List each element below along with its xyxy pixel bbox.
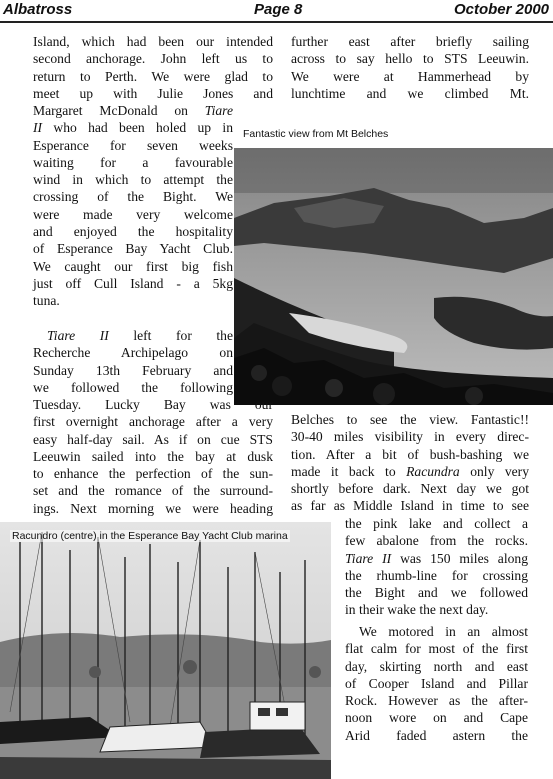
right-column-top	[291, 33, 529, 102]
text-line: Esperance for seven weeks	[33, 137, 233, 153]
text-line: across to say hello to STS Leeuwin.	[291, 51, 529, 67]
text-line: few abalone from the rocks.	[345, 533, 528, 549]
text-line: waiting for a favourable	[33, 154, 233, 170]
bottom-photo-caption: Racundro (centre) in the Esperance Bay Yacht Club marina	[12, 530, 288, 542]
page-header	[0, 0, 553, 22]
right-column-middle	[291, 411, 529, 515]
text-line: and enjoyed the hospitality	[33, 224, 233, 240]
marina-photo	[0, 522, 331, 779]
text-line: of Esperance Bay Yacht Club.	[33, 241, 233, 257]
text-line: made it back to Racundra only very	[291, 463, 529, 479]
text-line: We were at Hammerhead by	[291, 68, 529, 84]
text-line: Belches to see the view. Fantastic!!	[291, 412, 529, 427]
text-line: easy half-day sail. As if on cue STS	[33, 431, 273, 447]
text-line: the Bight and we followed	[345, 585, 528, 601]
text-line: we followed the following	[33, 379, 233, 395]
text-line: set and the romance of the surround-	[33, 483, 273, 499]
right-column-narrow-1	[345, 515, 528, 619]
text-line: were made very welcome	[33, 206, 233, 222]
coastal-view-image	[234, 148, 553, 405]
text-line: of Cooper Island and Pillar	[345, 675, 528, 691]
text-line: as far as Middle Island in time to see	[291, 498, 529, 514]
text-line: Recherche Archipelago on	[33, 345, 233, 361]
text-line: Island, which had been our intended	[33, 34, 273, 49]
left-paragraph-2-full	[33, 396, 273, 517]
left-paragraph-1-top	[33, 33, 273, 102]
text-line: the pink lake and collect a	[345, 516, 528, 531]
text-line: wind in which to attempt the	[33, 172, 233, 188]
magazine-title: Albatross	[3, 1, 73, 18]
text-line: flat calm for most of the first	[345, 641, 528, 657]
text-line: tuna.	[33, 293, 60, 309]
text-line: shortly before dark. Next day we got	[291, 481, 529, 497]
text-line: the rhumb-line for crossing	[345, 567, 528, 583]
text-line: ings. Next morning we were heading	[33, 500, 273, 516]
text-line: meet up with Julie Jones and	[33, 85, 273, 101]
text-line: 30-40 miles visibility in every direc-	[291, 429, 529, 445]
issue-date: October 2000	[453, 1, 549, 18]
text-line: Tiare II left for the	[47, 328, 233, 343]
mt-belches-photo	[234, 148, 553, 405]
text-line: noon wore on and Cape	[345, 710, 528, 726]
header-rule	[0, 21, 553, 23]
top-photo-caption: Fantastic view from Mt Belches	[243, 128, 389, 140]
text-line: Tiare II was 150 miles along	[345, 550, 528, 566]
text-line: crossing of the Bight. We	[33, 189, 233, 205]
text-line: Rock. However as the after-	[345, 693, 528, 709]
text-line: just off Cull Island - a 5kg	[33, 275, 233, 291]
marina-image	[0, 522, 331, 779]
text-line: second anchorage. John left us to	[33, 51, 273, 67]
text-line: II who had been holed up in	[33, 120, 233, 136]
text-line: in their wake the next day.	[345, 602, 489, 618]
page-number: Page 8	[254, 1, 303, 18]
text-line: Tuesday. Lucky Bay was our	[33, 397, 273, 412]
text-line: We caught our first big fish	[33, 258, 233, 274]
text-line: to enhance the perfection of the sun-	[33, 466, 273, 482]
text-line: return to Perth. We were glad to	[33, 68, 273, 84]
text-line: first overnight anchorage after a very	[33, 414, 273, 430]
text-line: Leeuwin sailed into the bay at dusk	[33, 448, 273, 464]
text-line: Sunday 13th February and	[33, 362, 233, 378]
left-paragraph-1-wrap	[33, 102, 233, 310]
text-line: further east after briefly sailing	[291, 34, 529, 49]
text-line: tion. After a bit of bush-bashing we	[291, 446, 529, 462]
text-line: We motored in an almost	[359, 624, 528, 639]
left-paragraph-2-wrap	[33, 327, 233, 396]
text-line: lunchtime and we climbed Mt.	[291, 85, 529, 101]
right-column-narrow-2	[345, 623, 528, 744]
text-line: day, skirting north and east	[345, 658, 528, 674]
text-line: Margaret McDonald on Tiare	[33, 103, 233, 118]
text-line: Arid faded astern the	[345, 727, 528, 743]
